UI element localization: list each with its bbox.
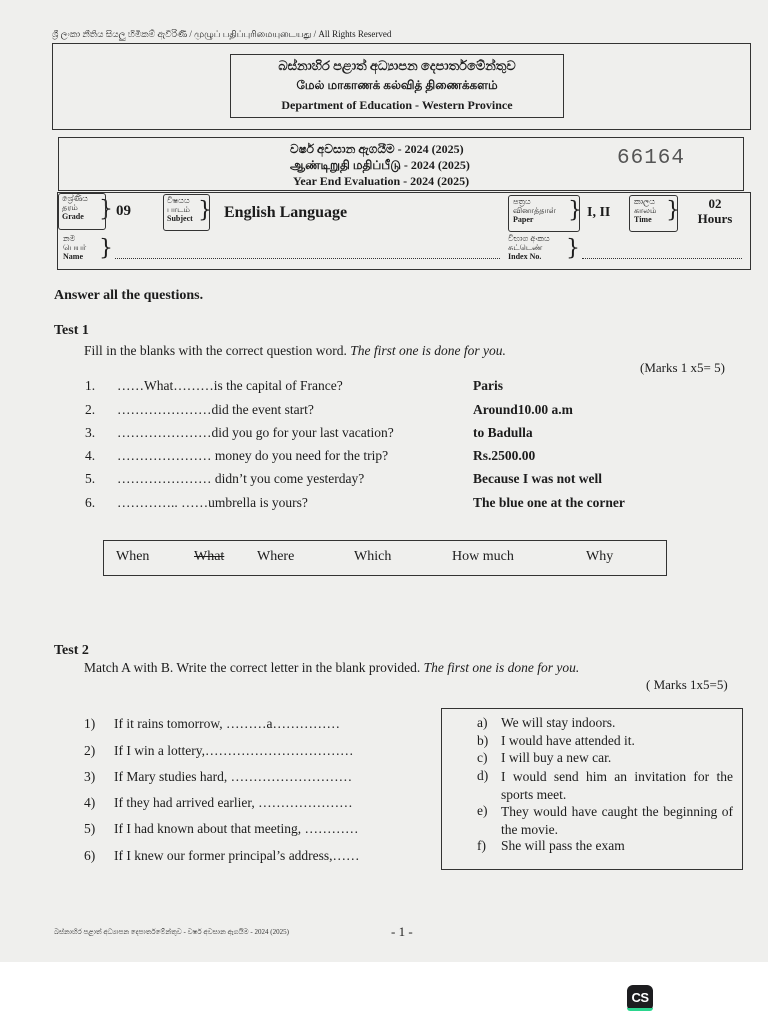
- question-answer: to Badulla: [473, 425, 533, 440]
- eval-tamil: ஆண்டிறுதி மதிப்பீடு - 2024 (2025): [290, 158, 470, 172]
- question-line: ………………… money do you need for the trip?: [117, 448, 389, 463]
- match-a-num: 4): [84, 795, 96, 810]
- test1-marks: (Marks 1 x5= 5): [640, 360, 725, 375]
- question-line: ………………… didn’t you come yesterday?: [117, 471, 365, 486]
- match-b-letter: a): [477, 715, 488, 730]
- word-option: Why: [586, 549, 614, 564]
- brace: }: [198, 198, 212, 223]
- match-a-text: If Mary studies hard, ………………………: [114, 769, 353, 784]
- match-b-letter: c): [477, 750, 488, 765]
- match-a-text: If I knew our former principal’s address,……: [114, 848, 360, 863]
- match-b-text: I would send him an invitation for the sports meet.: [501, 769, 733, 802]
- brace: }: [568, 198, 582, 223]
- name-label: නම பெயர் Name: [63, 234, 87, 261]
- test1-instruction: Fill in the blanks with the correct question word. The first one is done for you.: [84, 343, 506, 358]
- grade-label: ශ්‍රේණිය தரம் Grade: [62, 194, 88, 221]
- test2-marks: ( Marks 1x5=5): [646, 677, 728, 692]
- match-a-text: If I had known about that meeting, …………: [114, 821, 359, 836]
- match-a-num: 3): [84, 769, 96, 784]
- brace: }: [566, 236, 580, 261]
- subject-value: English Language: [224, 204, 348, 221]
- paper-value: I, II: [587, 205, 611, 220]
- word-option: Where: [257, 549, 295, 564]
- match-a-num: 2): [84, 743, 96, 758]
- name-field[interactable]: [115, 258, 500, 259]
- question-line: ………….. ……umbrella is yours?: [117, 495, 308, 510]
- question-line: ……What………is the capital of France?: [117, 378, 343, 393]
- test2-title: Test 2: [54, 643, 89, 658]
- word-option: Which: [354, 549, 392, 564]
- question-line: …………………did you go for your last vacation?: [117, 425, 394, 440]
- match-a-text: If they had arrived earlier, …………………: [114, 795, 353, 810]
- paper-label: පත්‍රය வினாத்தாள் Paper: [513, 197, 556, 224]
- general-instruction: Answer all the questions.: [54, 288, 204, 303]
- match-b-letter: b): [477, 733, 489, 748]
- question-answer: Paris: [473, 378, 503, 393]
- match-b-text: I will buy a new car.: [501, 750, 612, 765]
- question-num: 5.: [85, 471, 96, 486]
- test2-instruction: Match A with B. Write the correct letter in the blank provided. The first one is done for you.: [84, 660, 580, 675]
- brace: }: [99, 197, 113, 222]
- time-label: කාලය காலம் Time: [634, 197, 657, 224]
- question-answer: The blue one at the corner: [473, 495, 625, 510]
- footer-text: බස්නාහිර පළාත් අධ්‍යාපන දෙපාර්තමේන්තුව - වර්ෂ අවසාන ඇගයීම - 2024 (2025): [54, 928, 289, 936]
- question-answer: Because I was not well: [473, 471, 602, 486]
- match-a-num: 6): [84, 848, 96, 863]
- match-b-text: We will stay indoors.: [501, 715, 616, 730]
- grade-label-box: [58, 193, 106, 230]
- question-num: 4.: [85, 448, 96, 463]
- match-b-text: She will pass the exam: [501, 838, 625, 853]
- match-a-num: 5): [84, 821, 96, 836]
- word-option: How much: [452, 549, 514, 564]
- brace: }: [666, 198, 680, 223]
- question-num: 6.: [85, 495, 96, 510]
- question-num: 2.: [85, 402, 96, 417]
- rights-reserved: ශ්‍රී ලංකා නීතිය සියලු හිමිකම් ඇවිරිණි / முழுப் பதிப்புரிமையுடையது / All Rights Reserved: [52, 29, 392, 39]
- page-number: - 1 -: [391, 924, 413, 939]
- match-a-text: If it rains tomorrow, ………a……………: [114, 716, 340, 731]
- match-a-num: 1): [84, 716, 96, 731]
- match-b-text: They would have caught the beginning of the movie.: [501, 804, 733, 837]
- match-a-text: If I win a lottery,……………………………: [114, 743, 354, 758]
- index-label: විභාග අංකය சுட்டெண் Index No.: [508, 234, 550, 261]
- test1-title: Test 1: [54, 323, 89, 338]
- question-line: …………………did the event start?: [117, 402, 314, 417]
- match-b-text: I would have attended it.: [501, 733, 635, 748]
- match-b-letter: f): [477, 838, 486, 853]
- subject-label: විෂයය பாடம் Subject: [167, 196, 193, 223]
- grade-value: 09: [116, 203, 131, 219]
- serial-number: 66164: [617, 147, 686, 170]
- word-option: What: [194, 549, 225, 564]
- brace: }: [99, 236, 113, 261]
- dept-tamil: மேல் மாகாணக் கல்வித் திணைக்களம்: [296, 78, 498, 92]
- question-num: 1.: [85, 378, 96, 393]
- dept-english: Department of Education - Western Province: [281, 98, 513, 112]
- camscanner-logo: CS: [627, 985, 653, 1011]
- question-num: 3.: [85, 425, 96, 440]
- question-answer: Rs.2500.00: [473, 448, 536, 463]
- match-b-letter: e): [477, 803, 488, 818]
- time-value: 02 Hours: [697, 196, 733, 226]
- dept-sinhala: බස්නාහිර පළාත් අධ්‍යාපන දෙපාර්තමේන්තුව: [278, 58, 516, 73]
- eval-sinhala: වර්ෂ අවසාන ඇගයීම - 2024 (2025): [290, 142, 464, 156]
- question-answer: Around10.00 a.m: [473, 402, 573, 417]
- index-field[interactable]: [582, 258, 742, 259]
- match-b-letter: d): [477, 768, 489, 783]
- word-option: When: [116, 549, 150, 564]
- eval-english: Year End Evaluation - 2024 (2025): [293, 174, 470, 188]
